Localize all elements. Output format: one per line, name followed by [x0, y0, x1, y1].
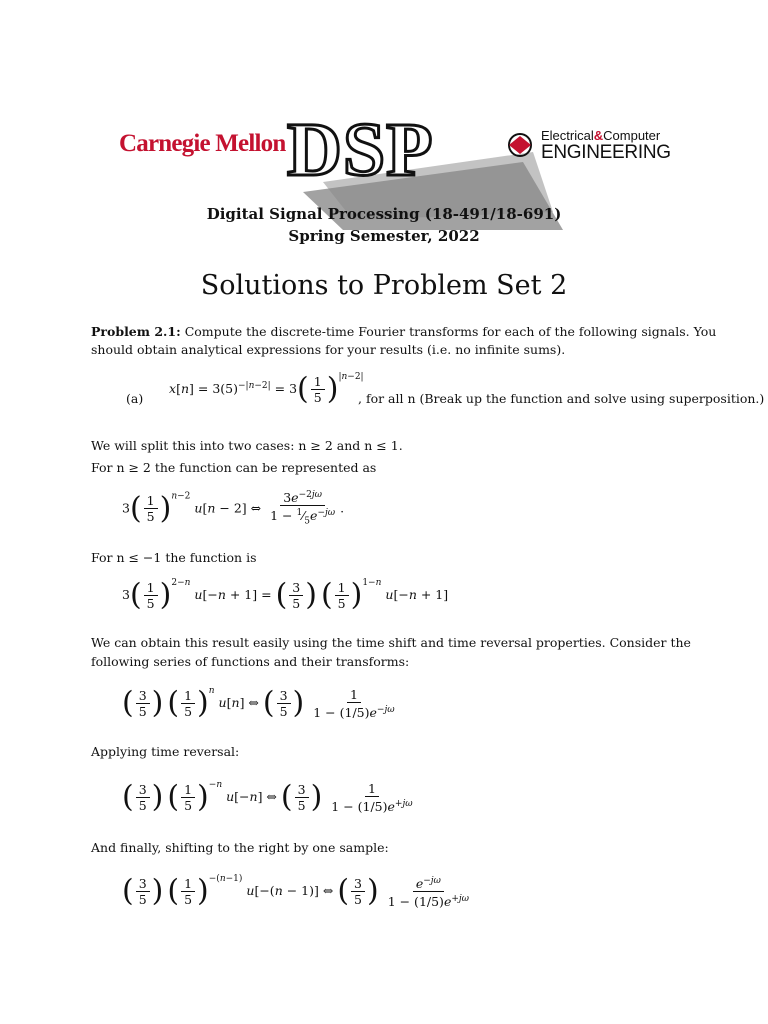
case2-equation: 3( $\frac{1}{5}$ )$^{2-n}$ u[−n + 1] = ( $\frac{3}{5}$ ) ( $\frac{1}{5}$ )$^{1-n}$ u[−n + 1] [122, 577, 449, 613]
split-text: We will split this into two cases: n ≥ 2 and n ≤ 1. [91, 438, 403, 453]
department-logo [503, 128, 673, 168]
part-note: , for all n (Break up the function and solve using superposition.) [358, 391, 765, 406]
university-logo: Carnegie Mellon [119, 130, 286, 157]
obtain-line2: following series of functions and their transforms: [91, 654, 410, 669]
department-line1: Electrical&Computer [541, 128, 661, 143]
problem-line2: should obtain analytical expressions for your results (i.e. no infinite sums). [91, 342, 566, 357]
semester: Spring Semester, 2022 [288, 227, 480, 245]
part-label: (a) [126, 391, 144, 406]
problem-label: Problem 2.1: [91, 324, 181, 339]
dsp-logo-text: DSP [287, 108, 434, 192]
part-a-equation: $x[n] = 3(5)^{-|n-2|} = 3$( $\frac{1}{5}$ )$^{|n-2|}$ [169, 371, 364, 407]
reversal-text: Applying time reversal: [91, 744, 240, 759]
ece-emblem-icon [503, 128, 537, 162]
transform-equation-2: ( $\frac{3}{5}$ ) ( $\frac{1}{5}$ )$^{-n}$ u[−n] ⇔ ( $\frac{3}{5}$ ) $\frac{1}{1 - (1/5)e^{+j\omega}}$ [122, 779, 413, 815]
transform-equation-3: ( $\frac{3}{5}$ ) ( $\frac{1}{5}$ )$^{-(n-1)}$ u[−(n − 1)] ⇔ ( $\frac{3}{5}$ ) $\frac{e^{-j\omega}}{1 - (1/5)e^{+j\omega}}$ [122, 873, 470, 910]
obtain-line1: We can obtain this result easily using the time shift and time reversal properties. Consider the [91, 635, 691, 650]
department-line2: ENGINEERING [541, 142, 671, 163]
page-title: Solutions to Problem Set 2 [200, 270, 568, 301]
problem-line1: Compute the discrete-time Fourier transforms for each of the following signals. You [184, 324, 717, 339]
course-name: Digital Signal Processing (18-491/18-691) [206, 205, 562, 223]
problem-statement [91, 322, 716, 341]
transform-equation-1: ( $\frac{3}{5}$ ) ( $\frac{1}{5}$ )$^n$ u[n] ⇔ ( $\frac{3}{5}$ ) $\frac{1}{1 - (1/5)e^{-j\omega}}$ [122, 685, 395, 721]
case1-text: For n ≥ 2 the function can be represented as [91, 460, 377, 475]
shift-text: And finally, shifting to the right by one sample: [91, 840, 389, 855]
case2-text: For n ≤ −1 the function is [91, 550, 257, 565]
case1-equation: 3( $\frac{1}{5}$ )$^{n-2}$ u[n − 2] ⇔ $\frac{3e^{-2j\omega}}{1 - ^1⁄_5e^{-j\omega}}$ . [122, 490, 345, 527]
